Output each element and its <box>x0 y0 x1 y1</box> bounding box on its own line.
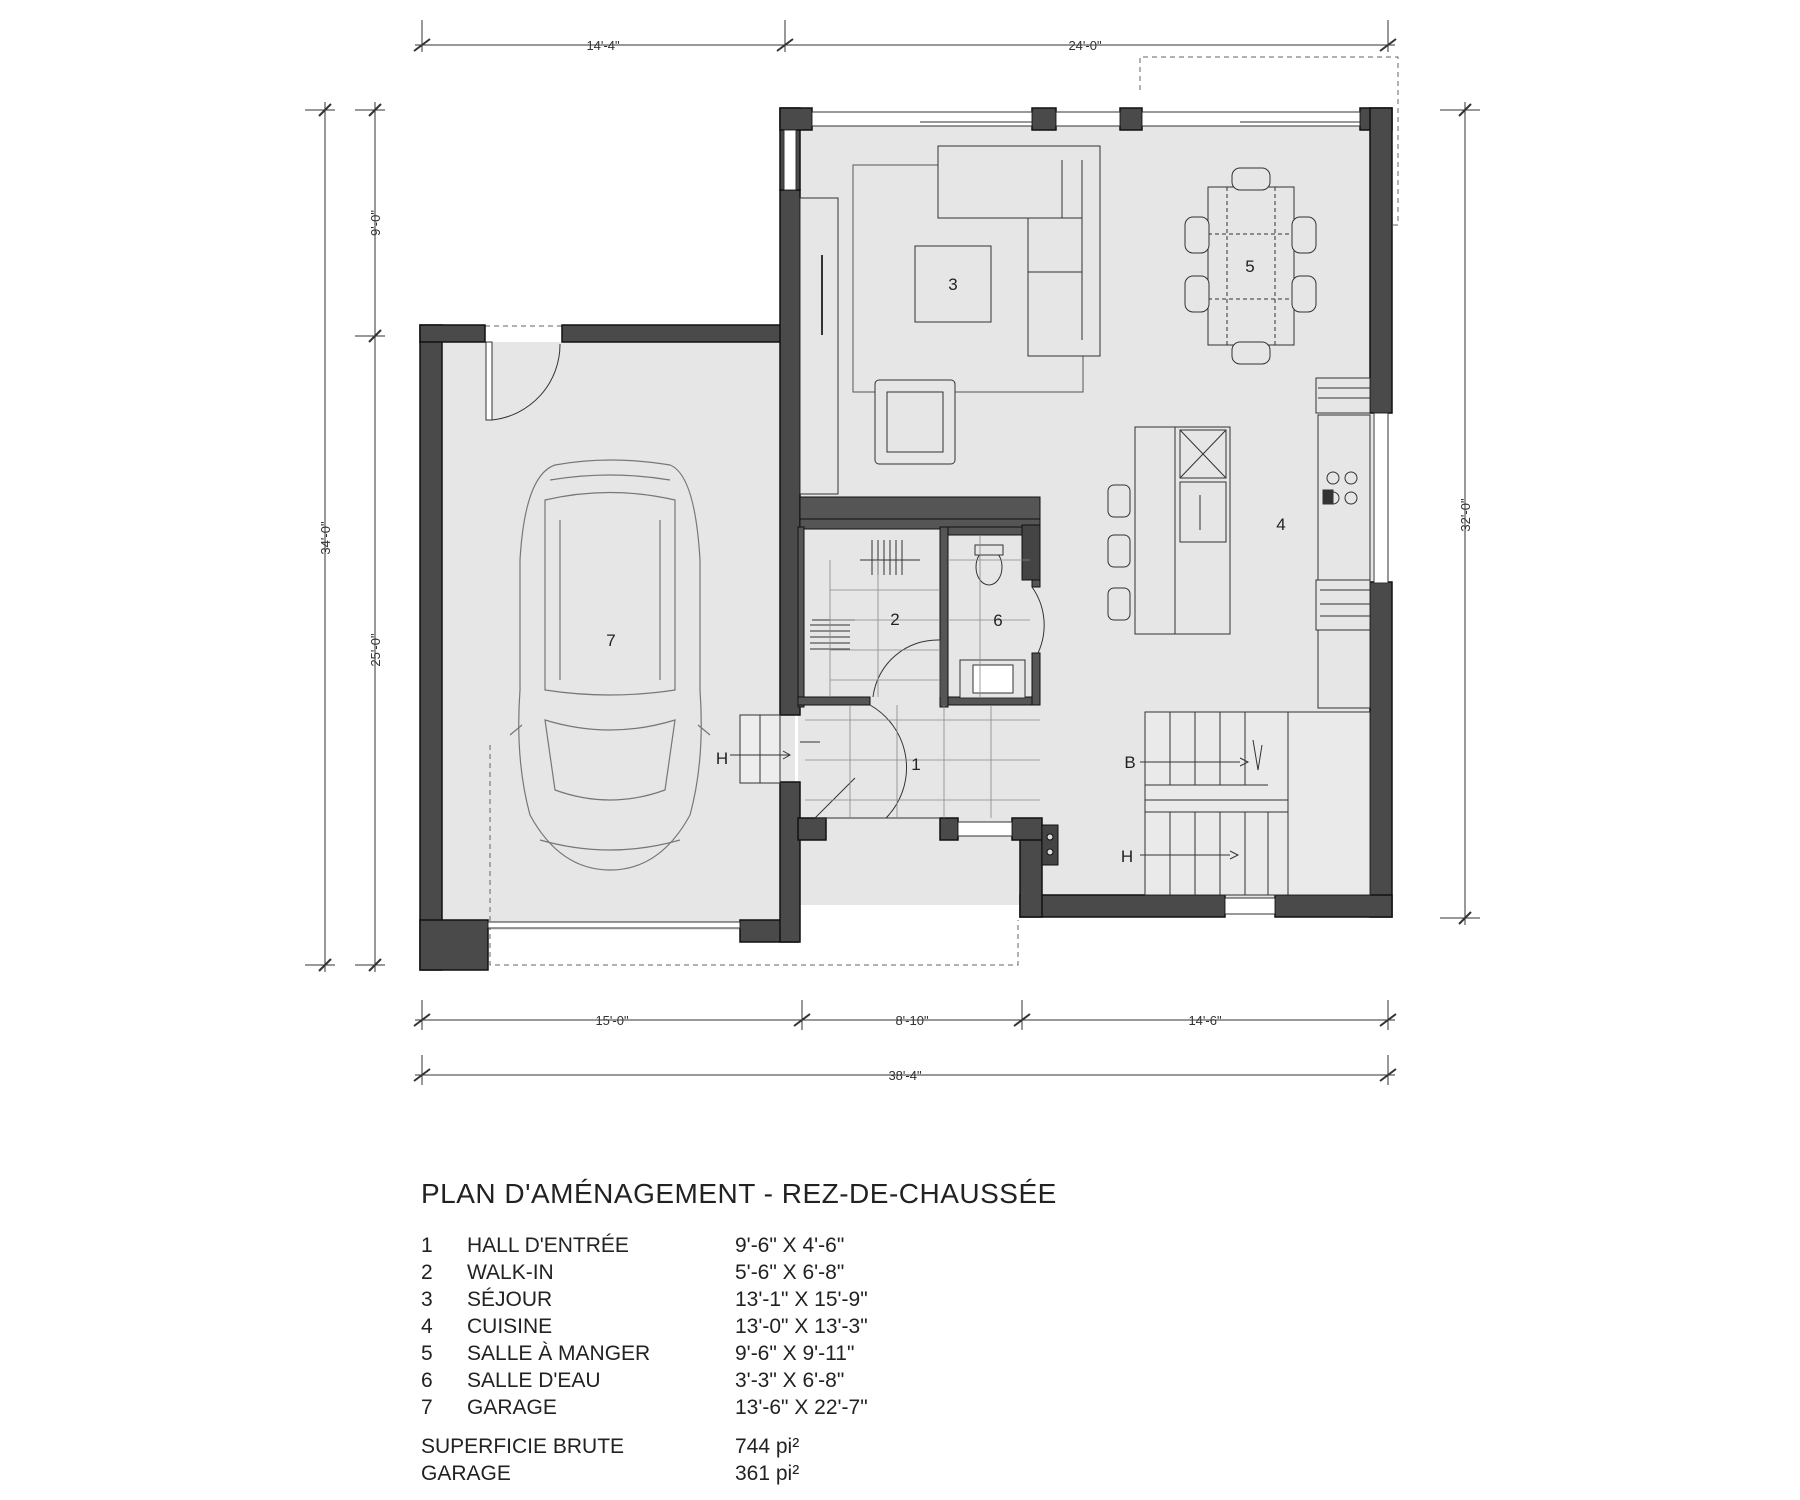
room-number-4: 4 <box>1276 515 1286 534</box>
legend-row <box>421 1394 1121 1421</box>
legend-room-size: 9'-6" X 9'-11" <box>735 1342 855 1365</box>
room-number-1: 1 <box>911 755 921 774</box>
dim-right-height: 32'-0" <box>1458 498 1473 532</box>
legend-row <box>421 1286 1121 1313</box>
panel <box>1042 825 1058 865</box>
legend-room-size: 13'-6" X 22'-7" <box>735 1396 868 1419</box>
legend-row <box>421 1313 1121 1340</box>
total-label: SUPERFICIE BRUTE <box>421 1435 625 1458</box>
legend-num: 6 <box>421 1369 433 1392</box>
dim-left-lower: 25'-0" <box>368 633 383 667</box>
legend-row <box>421 1259 1121 1286</box>
legend-room-name: CUISINE <box>467 1315 553 1338</box>
dim-left-upper: 9'-0" <box>368 210 383 236</box>
total-value: 361 pi² <box>735 1462 800 1485</box>
legend-row <box>421 1232 1121 1259</box>
legend-room-name: GARAGE <box>467 1396 557 1419</box>
dim-overall-width: 38'-4" <box>888 1068 922 1083</box>
room-number-6: 6 <box>993 611 1003 630</box>
plan-title: PLAN D'AMÉNAGEMENT - REZ-DE-CHAUSSÉE <box>421 1178 1057 1209</box>
legend-num: 5 <box>421 1342 433 1365</box>
legend-room-name: HALL D'ENTRÉE <box>467 1234 629 1257</box>
legend-room-name: WALK-IN <box>467 1261 554 1284</box>
room-number-7: 7 <box>606 631 616 650</box>
legend-room-name: SÉJOUR <box>467 1288 553 1311</box>
legend-row <box>421 1367 1121 1394</box>
legend-room-name: SALLE D'EAU <box>467 1369 601 1392</box>
legend-room-size: 13'-1" X 15'-9" <box>735 1288 868 1311</box>
room-number-2: 2 <box>890 610 900 629</box>
legend-num: 2 <box>421 1261 433 1284</box>
marker-stair-h: H <box>1120 847 1134 866</box>
legend-num: 7 <box>421 1396 433 1419</box>
room-number-5: 5 <box>1245 257 1255 276</box>
room-legend <box>421 1178 1121 1487</box>
legend-room-size: 13'-0" X 13'-3" <box>735 1315 868 1338</box>
legend-totals <box>421 1433 1121 1487</box>
legend-row <box>421 1340 1121 1367</box>
dim-left-outer: 34'-0" <box>318 521 333 555</box>
total-value: 744 pi² <box>735 1435 800 1458</box>
dim-top-left: 14'-4" <box>586 38 620 53</box>
dim-bottom-middle: 8'-10" <box>895 1013 929 1028</box>
legend-room-size: 5'-6" X 6'-8" <box>735 1261 845 1284</box>
legend-num: 3 <box>421 1288 433 1311</box>
room-number-3: 3 <box>948 275 958 294</box>
legend-room-size: 9'-6" X 4'-6" <box>735 1234 845 1257</box>
marker-garage-h: H <box>715 749 729 768</box>
legend-room-name: SALLE À MANGER <box>467 1342 651 1365</box>
legend-room-size: 3'-3" X 6'-8" <box>735 1369 845 1392</box>
dim-bottom-right: 14'-6" <box>1188 1013 1222 1028</box>
legend-num: 4 <box>421 1315 433 1338</box>
marker-stair-b: B <box>1124 753 1136 772</box>
stair <box>1140 712 1370 895</box>
total-row <box>421 1433 1121 1460</box>
dim-top-right: 24'-0" <box>1068 38 1102 53</box>
legend-num: 1 <box>421 1234 433 1257</box>
total-row <box>421 1460 1121 1487</box>
total-label: GARAGE <box>421 1462 511 1485</box>
dim-bottom-left: 15'-0" <box>595 1013 629 1028</box>
